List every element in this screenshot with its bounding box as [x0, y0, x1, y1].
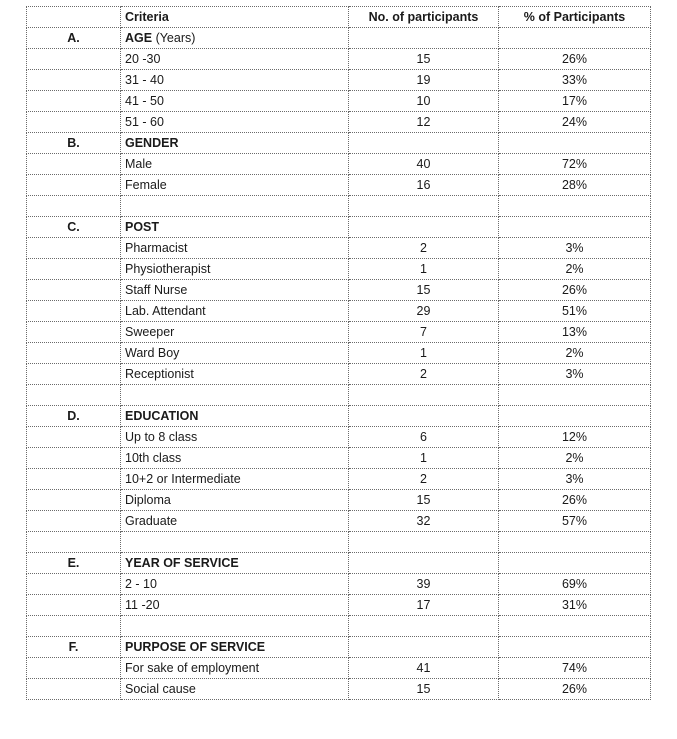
row-count: 15: [349, 679, 499, 700]
row-code-cell: [27, 511, 121, 532]
table-row: [27, 469, 651, 490]
row-code-cell: [27, 91, 121, 112]
section-title: AGE: [125, 31, 153, 45]
spacer-row: [27, 616, 651, 637]
section-empty-cell: [349, 217, 499, 238]
row-percent: 57%: [499, 511, 651, 532]
section-header-row: [27, 637, 651, 658]
row-count: 41: [349, 658, 499, 679]
section-header-row: [27, 553, 651, 574]
spacer-cell: [121, 385, 349, 406]
row-label: 11 -20: [121, 595, 349, 616]
row-count: 7: [349, 322, 499, 343]
row-label: 20 -30: [121, 49, 349, 70]
row-code-cell: [27, 154, 121, 175]
row-count: 12: [349, 112, 499, 133]
row-count: 16: [349, 175, 499, 196]
row-percent: 2%: [499, 343, 651, 364]
spacer-cell: [27, 532, 121, 553]
section-code: F.: [27, 637, 121, 658]
table-row: [27, 280, 651, 301]
row-count: 1: [349, 448, 499, 469]
row-code-cell: [27, 301, 121, 322]
row-count: 6: [349, 427, 499, 448]
section-code: E.: [27, 553, 121, 574]
row-count: 10: [349, 91, 499, 112]
row-code-cell: [27, 49, 121, 70]
section-title: EDUCATION: [125, 409, 199, 423]
row-count: 2: [349, 238, 499, 259]
section-empty-cell: [349, 553, 499, 574]
row-code-cell: [27, 343, 121, 364]
spacer-cell: [349, 532, 499, 553]
participants-table-container: [26, 6, 651, 700]
row-count: 15: [349, 280, 499, 301]
row-count: 17: [349, 595, 499, 616]
section-code: D.: [27, 406, 121, 427]
row-code-cell: [27, 574, 121, 595]
spacer-row: [27, 196, 651, 217]
row-label: Diploma: [121, 490, 349, 511]
section-header-row: [27, 133, 651, 154]
section-empty-cell: [499, 217, 651, 238]
row-code-cell: [27, 595, 121, 616]
row-label: Receptionist: [121, 364, 349, 385]
row-code-cell: [27, 679, 121, 700]
section-empty-cell: [349, 28, 499, 49]
row-label: Pharmacist: [121, 238, 349, 259]
participants-table: [26, 6, 651, 700]
table-row: [27, 490, 651, 511]
table-row: [27, 154, 651, 175]
row-code-cell: [27, 469, 121, 490]
row-count: 19: [349, 70, 499, 91]
section-title-cell: [121, 553, 349, 574]
spacer-row: [27, 385, 651, 406]
row-percent: 51%: [499, 301, 651, 322]
row-percent: 26%: [499, 280, 651, 301]
row-label: 41 - 50: [121, 91, 349, 112]
spacer-cell: [499, 532, 651, 553]
spacer-cell: [27, 196, 121, 217]
table-row: [27, 70, 651, 91]
row-label: 31 - 40: [121, 70, 349, 91]
row-percent: 2%: [499, 259, 651, 280]
row-label: Female: [121, 175, 349, 196]
section-header-row: [27, 406, 651, 427]
row-count: 29: [349, 301, 499, 322]
row-code-cell: [27, 322, 121, 343]
row-percent: 2%: [499, 448, 651, 469]
row-label: Staff Nurse: [121, 280, 349, 301]
row-count: 40: [349, 154, 499, 175]
section-code: A.: [27, 28, 121, 49]
row-percent: 31%: [499, 595, 651, 616]
row-count: 15: [349, 49, 499, 70]
table-row: [27, 112, 651, 133]
section-header-row: [27, 217, 651, 238]
spacer-row: [27, 532, 651, 553]
row-label: Male: [121, 154, 349, 175]
section-empty-cell: [499, 637, 651, 658]
row-label: Ward Boy: [121, 343, 349, 364]
row-percent: 28%: [499, 175, 651, 196]
spacer-cell: [499, 616, 651, 637]
table-row: [27, 658, 651, 679]
row-code-cell: [27, 427, 121, 448]
row-code-cell: [27, 70, 121, 91]
section-code: B.: [27, 133, 121, 154]
section-subtitle: (Years): [152, 31, 196, 45]
row-code-cell: [27, 448, 121, 469]
row-code-cell: [27, 112, 121, 133]
spacer-cell: [121, 616, 349, 637]
section-title: YEAR OF SERVICE: [125, 556, 239, 570]
table-row: [27, 238, 651, 259]
row-count: 2: [349, 364, 499, 385]
table-row: [27, 259, 651, 280]
row-label: 51 - 60: [121, 112, 349, 133]
row-label: 10th class: [121, 448, 349, 469]
row-percent: 26%: [499, 49, 651, 70]
row-percent: 17%: [499, 91, 651, 112]
row-code-cell: [27, 259, 121, 280]
spacer-cell: [27, 616, 121, 637]
section-title: GENDER: [125, 136, 179, 150]
table-row: [27, 679, 651, 700]
row-label: Lab. Attendant: [121, 301, 349, 322]
row-percent: 3%: [499, 238, 651, 259]
table-row: [27, 448, 651, 469]
row-code-cell: [27, 280, 121, 301]
section-header-row: [27, 28, 651, 49]
row-label: Physiotherapist: [121, 259, 349, 280]
section-empty-cell: [349, 637, 499, 658]
section-title-cell: [121, 217, 349, 238]
row-percent: 72%: [499, 154, 651, 175]
section-empty-cell: [499, 133, 651, 154]
header-row: [27, 7, 651, 28]
row-count: 2: [349, 469, 499, 490]
table-row: [27, 91, 651, 112]
row-percent: 74%: [499, 658, 651, 679]
row-count: 32: [349, 511, 499, 532]
section-title-cell: [121, 637, 349, 658]
section-empty-cell: [499, 28, 651, 49]
table-row: [27, 301, 651, 322]
row-percent: 3%: [499, 469, 651, 490]
spacer-cell: [121, 196, 349, 217]
row-percent: 13%: [499, 322, 651, 343]
spacer-cell: [499, 196, 651, 217]
table-row: [27, 49, 651, 70]
section-title-cell: [121, 406, 349, 427]
row-code-cell: [27, 238, 121, 259]
spacer-cell: [349, 385, 499, 406]
section-title-cell: [121, 28, 349, 49]
row-percent: 26%: [499, 490, 651, 511]
row-code-cell: [27, 490, 121, 511]
row-percent: 3%: [499, 364, 651, 385]
spacer-cell: [349, 196, 499, 217]
spacer-cell: [121, 532, 349, 553]
row-label: Social cause: [121, 679, 349, 700]
row-percent: 12%: [499, 427, 651, 448]
section-empty-cell: [349, 133, 499, 154]
row-percent: 33%: [499, 70, 651, 91]
section-title: PURPOSE OF SERVICE: [125, 640, 266, 654]
row-code-cell: [27, 658, 121, 679]
table-row: [27, 427, 651, 448]
section-empty-cell: [499, 553, 651, 574]
row-label: Sweeper: [121, 322, 349, 343]
row-label: 2 - 10: [121, 574, 349, 595]
row-percent: 26%: [499, 679, 651, 700]
row-code-cell: [27, 175, 121, 196]
row-count: 15: [349, 490, 499, 511]
row-label: For sake of employment: [121, 658, 349, 679]
spacer-cell: [349, 616, 499, 637]
header-criteria: Criteria: [121, 7, 349, 28]
table-row: [27, 343, 651, 364]
spacer-cell: [499, 385, 651, 406]
section-title-cell: [121, 133, 349, 154]
row-label: Up to 8 class: [121, 427, 349, 448]
section-code: C.: [27, 217, 121, 238]
row-label: Graduate: [121, 511, 349, 532]
row-label: 10+2 or Intermediate: [121, 469, 349, 490]
table-row: [27, 175, 651, 196]
header-code-cell: [27, 7, 121, 28]
section-title: POST: [125, 220, 160, 234]
spacer-cell: [27, 385, 121, 406]
row-count: 1: [349, 259, 499, 280]
row-count: 1: [349, 343, 499, 364]
header-participants: No. of participants: [349, 7, 499, 28]
row-percent: 69%: [499, 574, 651, 595]
header-percent: % of Participants: [499, 7, 651, 28]
section-empty-cell: [499, 406, 651, 427]
section-empty-cell: [349, 406, 499, 427]
table-row: [27, 595, 651, 616]
table-row: [27, 364, 651, 385]
table-row: [27, 511, 651, 532]
row-count: 39: [349, 574, 499, 595]
table-body: [27, 7, 651, 700]
row-code-cell: [27, 364, 121, 385]
table-row: [27, 574, 651, 595]
row-percent: 24%: [499, 112, 651, 133]
table-row: [27, 322, 651, 343]
